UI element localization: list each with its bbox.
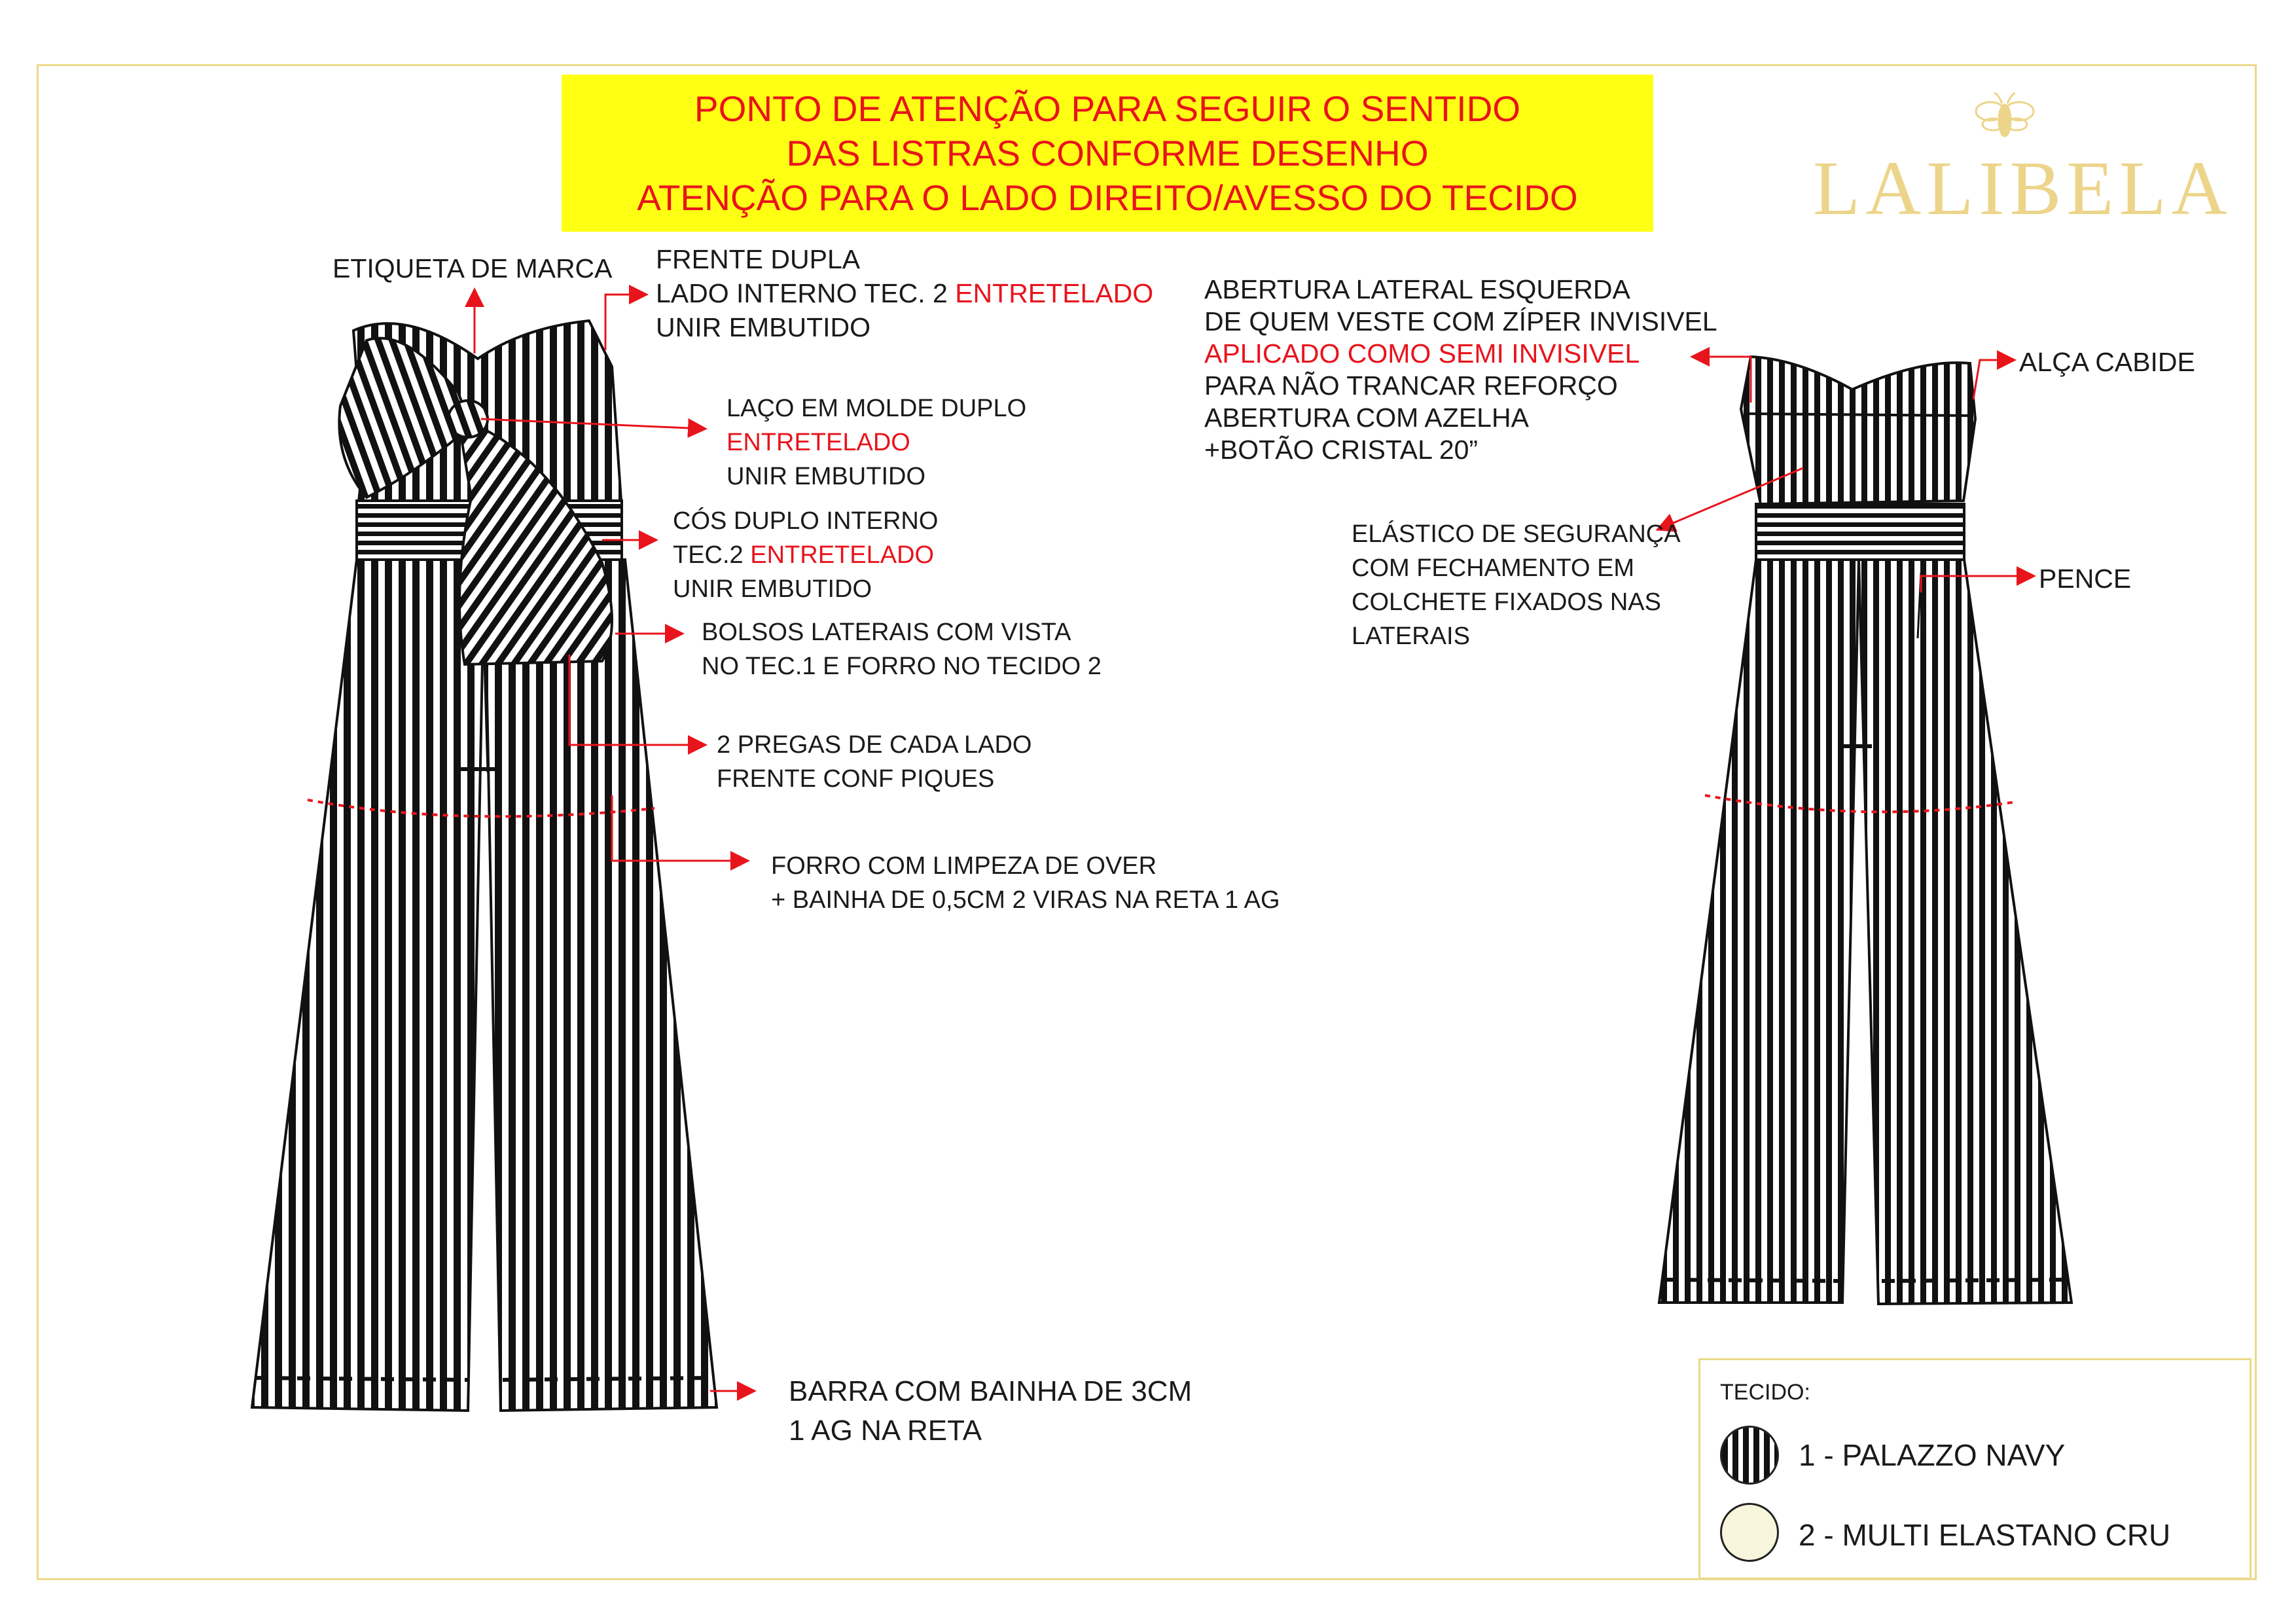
note-pregas <box>717 728 1032 796</box>
back-right-leg <box>1859 560 2072 1304</box>
note-barra <box>789 1372 1192 1451</box>
note-elastico <box>1352 517 1681 653</box>
back-waistband <box>1756 504 1964 560</box>
banner-line-3: ATENÇÃO PARA O LADO DIREITO/AVESSO DO TECIDO <box>637 177 1578 218</box>
note-barra-line-2: 1 AG NA RETA <box>789 1415 982 1447</box>
note-frente-line-2-text: LADO INTERNO TEC. 2 <box>656 278 948 308</box>
note-frente-line-3: UNIR EMBUTIDO <box>656 312 870 342</box>
note-elastico-line-2: COM FECHAMENTO EM <box>1352 554 1635 582</box>
note-pregas-line-1: 2 PREGAS DE CADA LADO <box>717 731 1032 759</box>
front-left-leg <box>252 560 484 1411</box>
front-right-leg <box>484 560 717 1411</box>
note-frente-line-1: FRENTE DUPLA <box>656 244 861 274</box>
note-alca: ALÇA CABIDE <box>2019 347 2195 377</box>
note-barra-line-1: BARRA COM BAINHA DE 3CM <box>789 1375 1193 1407</box>
note-frente-line-2 <box>656 276 1153 310</box>
note-bolsos <box>702 615 1102 683</box>
fabric-legend <box>1698 1358 2251 1579</box>
note-laco-line-1: LAÇO EM MOLDE DUPLO <box>726 395 1027 422</box>
back-bodice <box>1741 357 1975 504</box>
banner-line-2: DAS LISTRAS CONFORME DESENHO <box>786 133 1429 173</box>
note-abertura-line-4: PARA NÃO TRANCAR REFORÇO <box>1204 370 1618 401</box>
back-left-leg <box>1659 560 1859 1303</box>
note-cos-line-2-text: TEC.2 <box>673 541 744 569</box>
note-cos-red: ENTRETELADO <box>750 541 935 569</box>
note-laco <box>726 391 1026 494</box>
note-abertura <box>1204 274 1717 466</box>
legend-item-2: 2 - MULTI ELASTANO CRU <box>1799 1518 2171 1552</box>
legend-title: TECIDO: <box>1720 1380 1810 1405</box>
note-forro <box>771 849 1280 917</box>
note-frente-red: ENTRETELADO <box>955 278 1154 308</box>
note-forro-line-2: + BAINHA DE 0,5CM 2 VIRAS NA RETA 1 AG <box>771 886 1280 914</box>
note-abertura-line-6: +BOTÃO CRISTAL 20” <box>1204 435 1479 465</box>
back-jumpsuit-drawing <box>1659 357 2072 1304</box>
note-bolsos-line-1: BOLSOS LATERAIS COM VISTA <box>702 619 1071 646</box>
note-pence: PENCE <box>2039 564 2132 594</box>
note-cos-line-3: UNIR EMBUTIDO <box>673 575 872 603</box>
note-elastico-line-1: ELÁSTICO DE SEGURANÇA <box>1352 520 1681 548</box>
swatch-multi-elastano-cru <box>1720 1503 1779 1562</box>
legend-item-1: 1 - PALAZZO NAVY <box>1799 1438 2066 1472</box>
swatch-palazzo-navy <box>1720 1426 1779 1485</box>
note-pregas-line-2: FRENTE CONF PIQUES <box>717 765 995 793</box>
note-abertura-line-2: DE QUEM VESTE COM ZÍPER INVISIVEL <box>1204 306 1717 336</box>
note-abertura-line-5: ABERTURA COM AZELHA <box>1204 403 1529 433</box>
banner-line-1: PONTO DE ATENÇÃO PARA SEGUIR O SENTIDO <box>694 88 1521 129</box>
note-cos-line-2 <box>673 538 938 572</box>
note-bolsos-line-2: NO TEC.1 E FORRO NO TECIDO 2 <box>702 653 1102 680</box>
note-abertura-line-1: ABERTURA LATERAL ESQUERDA <box>1204 274 1630 304</box>
note-elastico-line-4: LATERAIS <box>1352 623 1470 650</box>
brand-logo: LALIBELA <box>1813 145 2233 231</box>
note-forro-line-1: FORRO COM LIMPEZA DE OVER <box>771 852 1157 880</box>
note-cos <box>673 504 938 606</box>
front-jumpsuit-drawing <box>252 321 717 1411</box>
note-laco-line-3: UNIR EMBUTIDO <box>726 463 925 490</box>
note-elastico-line-3: COLCHETE FIXADOS NAS <box>1352 588 1661 616</box>
note-laco-red: ENTRETELADO <box>726 429 910 456</box>
note-frente-dupla <box>656 242 1153 344</box>
note-abertura-red: APLICADO COMO SEMI INVISIVEL <box>1204 338 1640 369</box>
note-etiqueta: ETIQUETA DE MARCA <box>332 253 613 283</box>
note-cos-line-1: CÓS DUPLO INTERNO <box>673 507 939 535</box>
